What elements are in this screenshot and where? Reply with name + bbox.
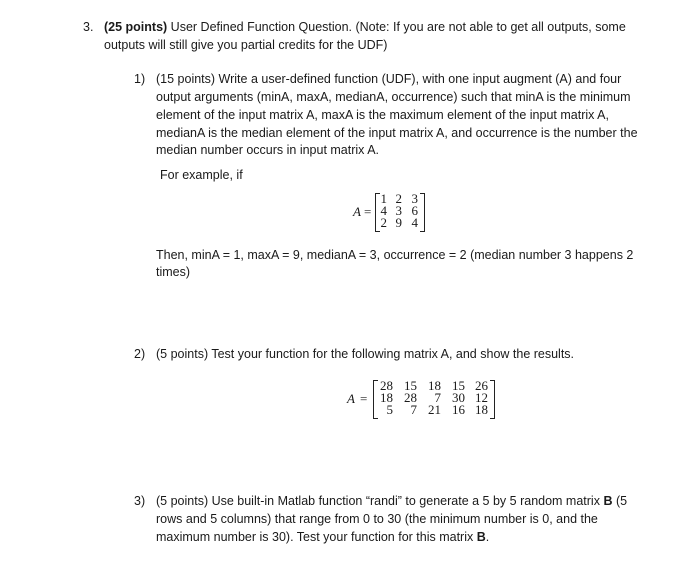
matrix-cell: 3: [395, 203, 402, 218]
matrix-cell: 21: [428, 402, 441, 417]
equals-sign: =: [360, 391, 368, 406]
part1-result-line1: Then, minA = 1, maxA = 9, medianA = 3, occurrence = 2 (median number 3 happens 2: [156, 248, 634, 262]
question-title-line2: outputs will still give you partial credits for the UDF): [104, 38, 388, 52]
part3-text: (5: [612, 494, 628, 508]
part1-number: 1): [134, 72, 146, 86]
equals-sign: =: [364, 204, 372, 219]
matrix-grid: [377, 193, 418, 229]
matrix-cell: 1: [380, 191, 387, 206]
part2-text: (5 points) Test your function for the following matrix A, and show the results.: [156, 347, 575, 361]
part3-line1: [156, 493, 627, 509]
matrix-cell: 12: [475, 390, 488, 405]
matrix-b-label: B: [603, 494, 613, 508]
part3-text: maximum number is 30). Test your function for this matrix: [156, 530, 477, 544]
question-number: 3.: [83, 20, 94, 34]
matrix-cell: 15: [452, 378, 465, 393]
matrix-cell: 6: [411, 203, 418, 218]
question-title: [104, 19, 626, 35]
part1-line: (15 points) Write a user-defined function (UDF), with one input augment (A) and four: [156, 72, 622, 86]
part2-number: 2): [134, 347, 146, 361]
matrix-label: A: [347, 391, 355, 406]
part1-line: output arguments (minA, maxA, medianA, occurrence) such that minA is the minimum: [156, 90, 631, 104]
matrix-cell: 2: [395, 191, 402, 206]
matrix-cell: 18: [475, 402, 488, 417]
part1-result-line2: times): [156, 265, 191, 279]
matrix-grid: [375, 380, 488, 416]
part3-number: 3): [134, 494, 146, 508]
right-bracket: [490, 380, 495, 419]
matrix-cell: 4: [380, 203, 387, 218]
part3-text: .: [485, 530, 490, 544]
matrix-cell: 28: [380, 378, 393, 393]
question-title-text: User Defined Function Question. (Note: If you are not able to get all outputs, some: [167, 20, 626, 34]
matrix-cell: 30: [452, 390, 465, 405]
matrix-cell: 15: [404, 378, 417, 393]
part3-text: (5 points) Use built-in Matlab function “randi” to generate a 5 by 5 random matrix: [156, 494, 604, 508]
matrix-cell: 28: [404, 390, 417, 405]
matrix-cell: 26: [475, 378, 488, 393]
matrix-cell: 18: [380, 390, 393, 405]
matrix-cell: 18: [428, 378, 441, 393]
question-points: (25 points): [104, 20, 168, 34]
matrix-cell: 16: [452, 402, 465, 417]
matrix-cell: 7: [434, 390, 441, 405]
matrix-b-label: B: [476, 530, 486, 544]
part1-line: medianA is the median element of the input matrix A, and occurrence is the number the: [156, 126, 638, 140]
part3-line2: rows and 5 columns) that range from 0 to 30 (the minimum number is 0, and the: [156, 512, 598, 526]
matrix-cell: 3: [411, 191, 418, 206]
for-example-text: For example, if: [160, 168, 243, 182]
matrix-cell: 9: [395, 215, 402, 230]
matrix-cell: 2: [380, 215, 387, 230]
part1-line: median number occurs in input matrix A.: [156, 143, 380, 157]
matrix-label: A: [353, 204, 361, 219]
part3-line3: [156, 529, 489, 545]
right-bracket: [420, 193, 425, 232]
matrix-cell: 4: [411, 215, 418, 230]
matrix-cell: 7: [410, 402, 417, 417]
part1-line: element of the input matrix A, maxA is the maximum element of the input matrix A,: [156, 108, 609, 122]
matrix-cell: 5: [386, 402, 393, 417]
